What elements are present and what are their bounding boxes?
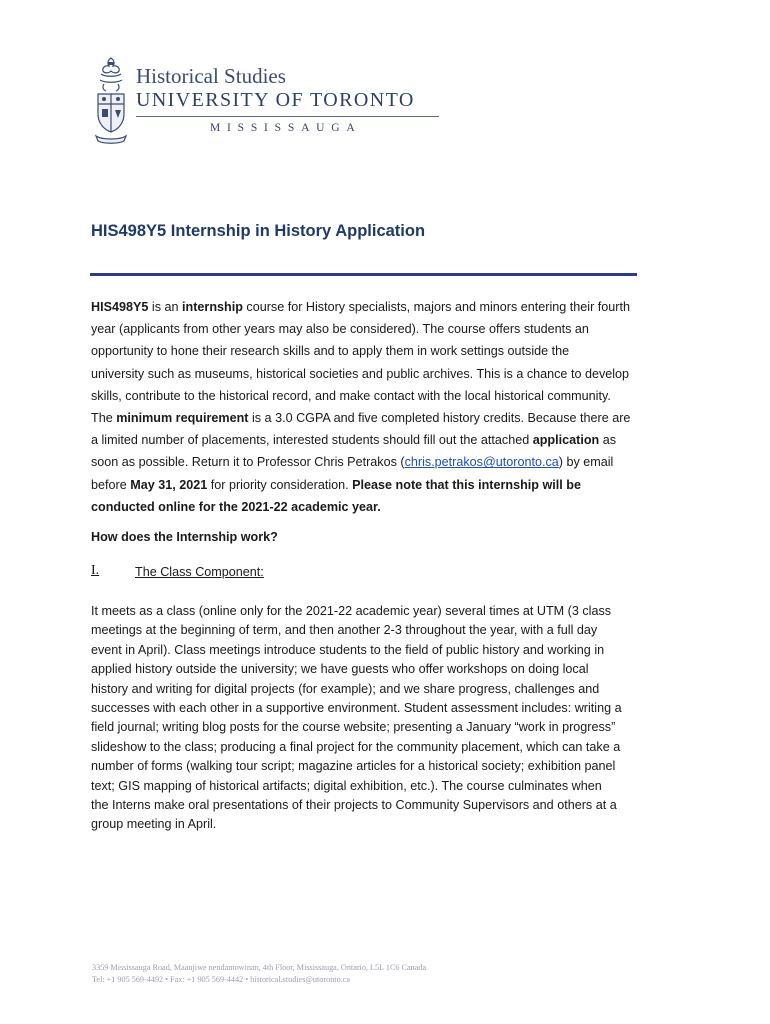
paragraph-line: It meets as a class (online only for the 2021-22 academic year) several times at UTM (3 class [91, 604, 612, 618]
paragraph-line: field journal; writing blog posts for the course website; presenting a January “work in progress” [91, 720, 616, 735]
footer-contact: Tel: +1 905 569-4492 • Fax: +1 905 569-4442 • historical.studies@utoronto.ca [92, 975, 350, 984]
online-note: Please note that this internship will be [352, 477, 581, 492]
paragraph-line: applied history outside the university; we have guests who offer workshops on doing local [91, 662, 589, 677]
paragraph-line: history and writing for digital projects (for example); and we share progress, challenges and [91, 681, 600, 696]
online-note-continued: conducted online for the 2021-22 academic year. [91, 499, 381, 514]
paragraph-line: slideshow to the class; producing a final project for the community placement, which can take a [91, 739, 621, 754]
intro-text: ) by email [558, 455, 614, 470]
intro-line-5: skills, contribute to the historical record, and make contact with the local historical community. [91, 388, 611, 403]
intro-line-3: opportunity to hone their research skills and to apply them in work settings outside the [91, 344, 570, 359]
section-numeral: I. [91, 563, 100, 578]
email-link[interactable]: chris.petrakos@utoronto.ca [404, 455, 559, 470]
intro-line-2: year (applicants from other years may also be considered). The course offers students an [91, 322, 589, 337]
intro-text: is an [148, 300, 183, 314]
intro-text: for priority consideration. [207, 477, 353, 492]
intro-paragraph [91, 296, 691, 518]
intro-line-4: university such as museums, historical societies and public archives. This is a chance to develop [91, 366, 630, 381]
intro-text: is a 3.0 CGPA and five completed history credits. Because there are [248, 411, 631, 426]
intro-text: before [91, 477, 131, 492]
university-crest-logo [92, 54, 130, 146]
paragraph-line: number of forms (walking tour script; magazine articles for a historical society; exhibition panel [91, 759, 616, 774]
intro-line-1 [91, 296, 691, 318]
intro-text: The [91, 411, 117, 426]
intro-text: as [599, 433, 617, 448]
section-heading: How does the Internship work? [91, 530, 278, 544]
intro-text: a limited number of placements, interested students should fill out the attached [91, 433, 533, 448]
title-underline-rule [90, 273, 637, 276]
paragraph-line: text; GIS mapping of historical artifacts; digital exhibition, etc.). The course culminates when [91, 778, 602, 793]
internship-term: internship [182, 300, 243, 314]
paragraph-line: meetings at the beginning of term, and then another 2-3 throughout the year, with a full day [91, 623, 598, 638]
paragraph-line: successes with each other in a supportive environment. Student assessment includes: writing a [91, 701, 622, 716]
intro-line-8 [91, 451, 691, 473]
intro-line-6 [91, 407, 691, 429]
paragraph-line: event in April). Class meetings introduce students to the field of public history and working in [91, 642, 605, 657]
university-name: UNIVERSITY OF TORONTO [136, 89, 415, 111]
footer-address: 3359 Mississauga Road, Maanjiwe nendamowinan, 4th Floor, Mississauga, Ontario, L5L 1C6 Canada [92, 963, 427, 972]
class-component-heading: The Class Component: [135, 565, 264, 579]
paragraph-line: the Interns make oral presentations of their projects to Community Supervisors and others at a [91, 798, 617, 813]
letterhead [92, 54, 472, 150]
class-component-paragraph [91, 602, 691, 835]
letterhead-divider [136, 116, 439, 117]
intro-line-7 [91, 429, 691, 451]
document-title: HIS498Y5 Internship in History Application [91, 222, 426, 240]
intro-text: soon as possible. Return it to Professor Chris Petrakos ( [91, 455, 405, 470]
intro-text: course for History specialists, majors and minors entering their fourth [242, 300, 630, 314]
application-term: application [532, 433, 600, 448]
minimum-requirement: minimum requirement [116, 411, 249, 426]
deadline-date: May 31, 2021 [130, 477, 208, 492]
course-code: HIS498Y5 [91, 300, 149, 314]
department-name: Historical Studies [136, 64, 286, 88]
intro-line-9 [91, 474, 691, 496]
campus-name: MISSISSAUGA [210, 122, 362, 134]
page-footer [92, 962, 426, 986]
paragraph-line: group meeting in April. [91, 817, 217, 832]
